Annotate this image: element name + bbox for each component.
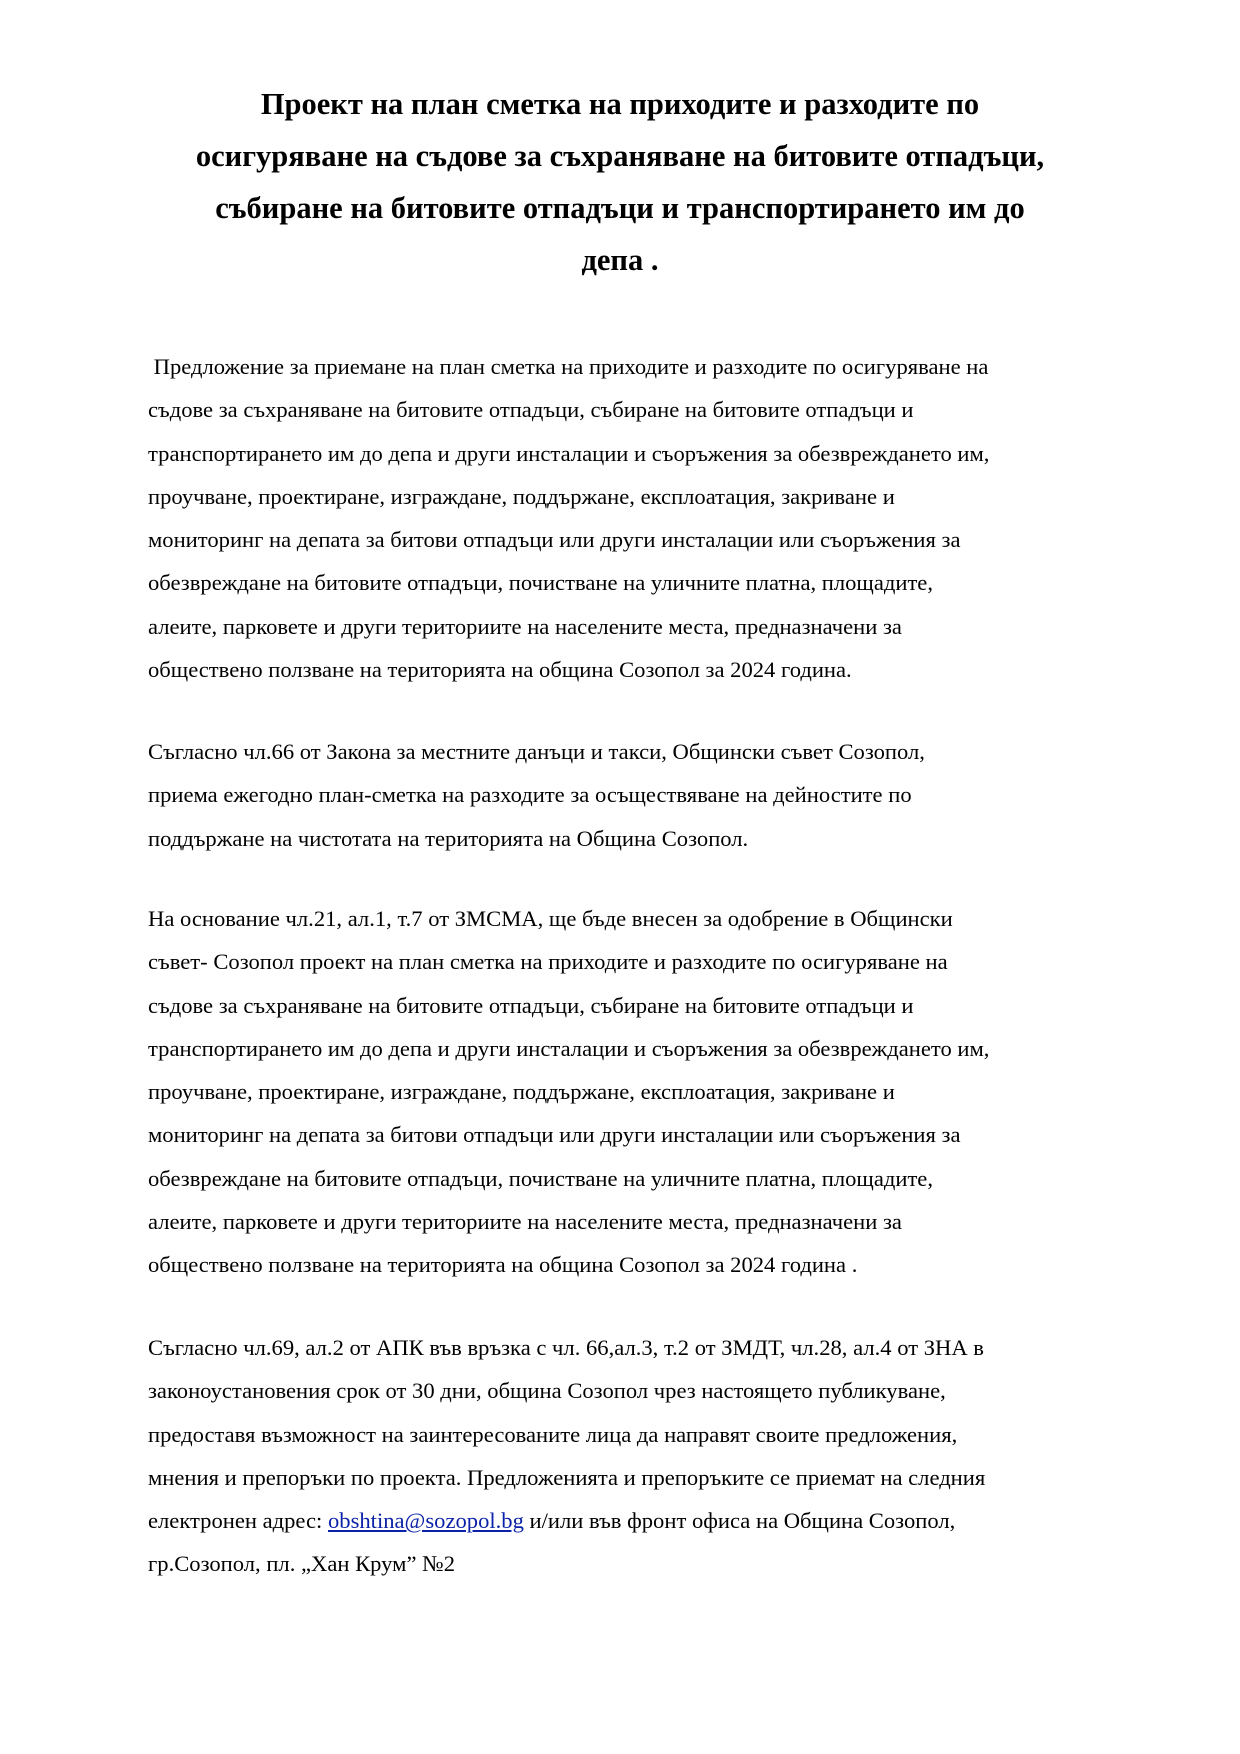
paragraph-line: транспортирането им до депа и други инсталации и съоръжения за обезвреждането им,	[148, 1035, 990, 1061]
paragraph-line: законоустановения срок от 30 дни, община Созопол чрез настоящето публикуване,	[148, 1378, 946, 1404]
title-line-4: депа .	[581, 243, 659, 277]
email-suffix: и/или във фронт офиса на Община Созопол,	[523, 1508, 956, 1534]
paragraph-line: мнения и препоръки по проекта. Предложенията и препоръките се приемат на следния	[148, 1464, 986, 1490]
paragraph-line: транспортирането им до депа и други инсталации и съоръжения за обезвреждането им,	[148, 440, 990, 466]
paragraph-line: съдове за съхраняване на битовите отпадъци, събиране на битовите отпадъци и	[148, 992, 914, 1018]
paragraph-line: мониторинг на депата за битови отпадъци или други инсталации или съоръжения за	[148, 527, 961, 553]
paragraph-line: алеите, парковете и други териториите на населените места, предназначени за	[148, 1209, 902, 1235]
paragraph-legal-basis-art66	[148, 730, 1088, 860]
paragraph-line: съвет- Созопол проект на план сметка на приходите и разходите по осигуряване на	[148, 949, 948, 975]
paragraph-line: гр.Созопол, пл. „Хан Крум” №2	[148, 1551, 456, 1577]
email-line	[148, 1499, 1088, 1542]
title-line-2: осигуряване на съдове за съхраняване на битовите отпадъци,	[195, 139, 1045, 173]
title-line-3: събиране на битовите отпадъци и транспортирането им до	[215, 191, 1025, 225]
paragraph-line: предоставя възможност на заинтересованите лица да направят своите предложения,	[148, 1421, 958, 1447]
document-title	[130, 78, 1110, 286]
email-prefix: електронен адрес:	[148, 1508, 328, 1534]
paragraph-line: обезвреждане на битовите отпадъци, почистване на уличните платна, площадите,	[148, 1165, 933, 1191]
paragraph-line: На основание чл.21, ал.1, т.7 от ЗМСМА, ще бъде внесен за одобрение в Общински	[148, 906, 953, 931]
paragraph-line: Съгласно чл.69, ал.2 от АПК във връзка с чл. 66,ал.3, т.2 от ЗМДТ, чл.28, ал.4 от ЗНА в	[148, 1335, 984, 1360]
paragraph-line: обществено ползване на територията на община Созопол за 2024 година .	[148, 1252, 858, 1278]
paragraph-public-consultation	[148, 1326, 1088, 1586]
paragraph-line: обезвреждане на битовите отпадъци, почистване на уличните платна, площадите,	[148, 570, 933, 596]
paragraph-line: мониторинг на депата за битови отпадъци или други инсталации или съоръжения за	[148, 1122, 961, 1148]
paragraph-proposal	[148, 345, 1088, 691]
paragraph-legal-basis-art21	[148, 897, 1088, 1287]
paragraph-line: съдове за съхраняване на битовите отпадъци, събиране на битовите отпадъци и	[148, 397, 914, 423]
email-link[interactable]: obshtina@sozopol.bg	[327, 1508, 524, 1534]
paragraph-line: проучване, проектиране, изграждане, поддържане, експлоатация, закриване и	[148, 483, 895, 509]
paragraph-line: поддържане на чистотата на територията на Община Созопол.	[148, 825, 749, 851]
title-line-1: Проект на план сметка на приходите и разходите по	[260, 87, 980, 121]
paragraph-line: Предложение за приемане на план сметка на приходите и разходите по осигуряване на	[148, 354, 989, 379]
paragraph-line: приема ежегодно план-сметка на разходите за осъществяване на дейностите по	[148, 782, 912, 808]
paragraph-line: алеите, парковете и други териториите на населените места, предназначени за	[148, 613, 902, 639]
paragraph-line: обществено ползване на територията на община Созопол за 2024 година.	[148, 657, 852, 683]
paragraph-line: проучване, проектиране, изграждане, поддържане, експлоатация, закриване и	[148, 1079, 895, 1105]
paragraph-line: Съгласно чл.66 от Закона за местните данъци и такси, Общински съвет Созопол,	[148, 739, 925, 764]
